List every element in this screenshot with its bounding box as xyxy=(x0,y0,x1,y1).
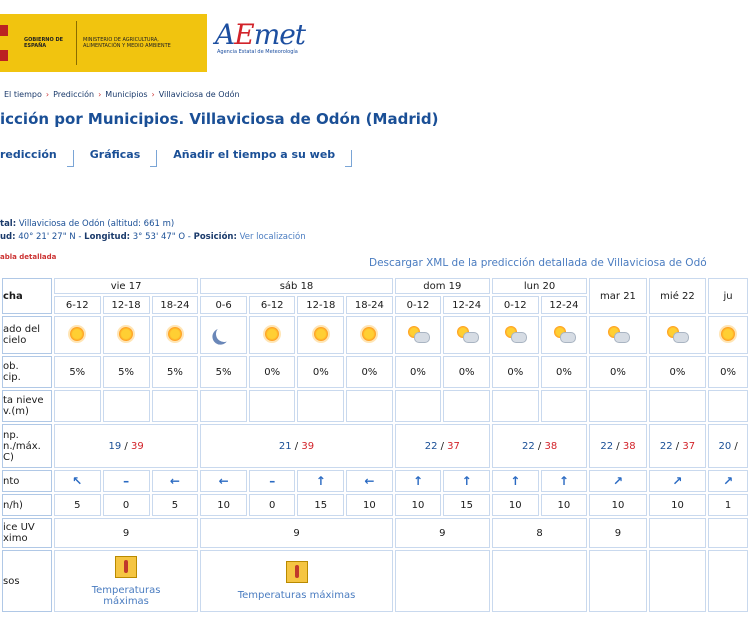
row-label-warnings: sos xyxy=(2,550,52,612)
period-header: 0-6 xyxy=(200,296,247,314)
day-header: vie 17 xyxy=(54,278,198,294)
day-header: sáb 18 xyxy=(200,278,392,294)
wind-direction-icon: – xyxy=(123,474,130,488)
precip-cell: 5% xyxy=(103,356,150,388)
sky-cell xyxy=(708,316,748,354)
precip-cell: 0% xyxy=(589,356,646,388)
snow-cell xyxy=(492,390,539,422)
wind-direction-icon: ↑ xyxy=(461,474,472,488)
wind-cell xyxy=(152,470,199,492)
info-value: Villaviciosa de Odón (altitud: 661 m) xyxy=(18,219,175,229)
moon-icon xyxy=(214,324,233,343)
wind-cell xyxy=(395,470,442,492)
temp-max: 39 xyxy=(130,440,144,452)
temp-max: 39 xyxy=(301,440,315,452)
warning-cell xyxy=(395,550,490,612)
coords-line: ud: 40° 21' 27" N - Longitud: 3° 53' 47" O - Posición: Ver localización xyxy=(0,232,306,242)
sky-cell xyxy=(589,316,646,354)
precip-cell: 0% xyxy=(249,356,296,388)
wind-cell xyxy=(589,470,646,492)
longitude-value: 3° 53' 47" O xyxy=(132,232,186,242)
tab-graficas[interactable] xyxy=(90,148,166,170)
wind-cell xyxy=(443,470,490,492)
wind-speed-cell: 10 xyxy=(649,494,706,516)
sun-cloud-icon xyxy=(505,326,525,342)
wind-cell xyxy=(346,470,393,492)
aemet-logo[interactable] xyxy=(215,18,325,74)
wind-cell xyxy=(54,470,101,492)
tab-bar xyxy=(0,148,360,170)
wind-speed-cell: 5 xyxy=(152,494,199,516)
map-link[interactable]: Ver localización xyxy=(239,232,306,242)
wind-cell xyxy=(249,470,296,492)
row-label-precip: ob. cip. xyxy=(2,356,52,388)
ministry-label: MINISTERIO DE AGRICULTURA, ALIMENTACIÓN Y MEDIO AMBIENTE xyxy=(83,37,171,49)
temp-separator: / xyxy=(672,440,683,452)
sun-icon xyxy=(70,327,84,341)
sun-icon xyxy=(168,327,182,341)
location-line xyxy=(0,218,306,231)
snow-cell xyxy=(103,390,150,422)
period-header: 6-12 xyxy=(54,296,101,314)
precip-cell: 0% xyxy=(649,356,706,388)
wind-speed-cell: 10 xyxy=(589,494,646,516)
wind-cell xyxy=(541,470,588,492)
temp-separator: / xyxy=(731,440,738,452)
uv-cell: 9 xyxy=(200,518,392,548)
snow-cell xyxy=(395,390,442,422)
warning-text[interactable]: Temperaturas máximas xyxy=(91,584,161,607)
thermometer-warning-icon[interactable] xyxy=(286,561,308,583)
period-header: 18-24 xyxy=(152,296,199,314)
wind-speed-cell: 10 xyxy=(346,494,393,516)
wind-speed-cell: 15 xyxy=(443,494,490,516)
breadcrumb-item[interactable]: El tiempo xyxy=(4,90,42,99)
temp-max: 38 xyxy=(622,440,636,452)
uv-cell: 9 xyxy=(395,518,490,548)
temp-separator: / xyxy=(437,440,448,452)
temp-min: 20 xyxy=(718,440,732,452)
warning-cell xyxy=(492,550,587,612)
sky-cell xyxy=(346,316,393,354)
temp-max: 37 xyxy=(682,440,696,452)
warning-cell xyxy=(649,550,706,612)
breadcrumb-separator: › xyxy=(45,90,50,99)
wind-direction-icon: ↗ xyxy=(723,474,734,488)
snow-cell xyxy=(346,390,393,422)
row-label-uv: ice UV ximo xyxy=(2,518,52,548)
temp-max: 37 xyxy=(447,440,460,452)
temp-separator: / xyxy=(291,440,302,452)
precip-cell: 0% xyxy=(297,356,344,388)
temp-min: 22 xyxy=(424,440,438,452)
sun-icon xyxy=(119,327,133,341)
info-label: ud: xyxy=(0,232,16,242)
breadcrumb-separator: › xyxy=(151,90,155,99)
wind-direction-icon: ↗ xyxy=(612,474,623,488)
banner-divider xyxy=(76,21,77,65)
wind-speed-cell: 0 xyxy=(249,494,296,516)
temp-cell xyxy=(200,424,392,468)
wind-speed-cell: 10 xyxy=(395,494,442,516)
tab-bracket xyxy=(150,150,157,167)
forecast-table xyxy=(0,276,750,614)
row-label-speed: n/h) xyxy=(2,494,52,516)
temp-min: 22 xyxy=(659,440,673,452)
wind-cell xyxy=(492,470,539,492)
precip-cell: 0% xyxy=(346,356,393,388)
precip-cell: 5% xyxy=(200,356,247,388)
wind-speed-cell: 10 xyxy=(200,494,247,516)
period-header: 12-18 xyxy=(103,296,150,314)
snow-cell xyxy=(152,390,199,422)
day-header: dom 19 xyxy=(395,278,490,294)
aemet-logo-text xyxy=(215,18,325,51)
temp-min: 22 xyxy=(600,440,614,452)
sky-cell xyxy=(443,316,490,354)
sky-cell xyxy=(297,316,344,354)
precip-cell: 0% xyxy=(443,356,490,388)
tab-bracket xyxy=(67,150,74,167)
temp-max: 38 xyxy=(544,440,558,452)
period-header: 6-12 xyxy=(249,296,296,314)
period-header: 12-24 xyxy=(541,296,588,314)
xml-download-link[interactable]: Descargar XML de la predicción detallada de Villaviciosa de Odó xyxy=(369,257,707,269)
aemet-subtitle: Agencia Estatal de Meteorología xyxy=(217,49,298,55)
snow-cell xyxy=(200,390,247,422)
period-header: 0-12 xyxy=(492,296,539,314)
warning-cell[interactable] xyxy=(54,550,198,612)
uv-cell xyxy=(708,518,748,548)
breadcrumb xyxy=(4,90,240,99)
temp-cell xyxy=(492,424,587,468)
wind-cell xyxy=(103,470,150,492)
wind-direction-icon: – xyxy=(269,474,276,488)
wind-direction-icon: ↑ xyxy=(412,474,424,488)
sun-icon xyxy=(362,327,376,341)
precip-cell: 0% xyxy=(541,356,588,388)
info-label: Longitud: xyxy=(84,232,131,242)
temp-min: 22 xyxy=(521,440,535,452)
period-header: 0-12 xyxy=(395,296,442,314)
temp-separator: / xyxy=(121,440,131,452)
sun-icon xyxy=(265,327,279,341)
wind-speed-cell: 0 xyxy=(103,494,150,516)
info-label: tal: xyxy=(0,219,17,229)
day-header: ju xyxy=(708,278,748,314)
tab-label: Gráficas xyxy=(89,148,141,161)
spain-shield-icon xyxy=(0,25,8,61)
detailed-table-link[interactable]: abla detallada xyxy=(0,253,57,261)
wind-direction-icon: ↗ xyxy=(672,474,683,488)
tab-label: Añadir el tiempo a su web xyxy=(173,148,336,161)
logo-rest: met xyxy=(253,18,306,51)
snow-cell xyxy=(541,390,588,422)
precip-cell: 5% xyxy=(54,356,101,388)
logo-a: A xyxy=(215,18,235,51)
day-header: lun 20 xyxy=(492,278,587,294)
sky-cell xyxy=(249,316,296,354)
period-header: 18-24 xyxy=(346,296,393,314)
latitude-value: 40° 21' 27" N xyxy=(18,232,76,242)
temp-min: 21 xyxy=(278,440,292,452)
wind-speed-cell: 5 xyxy=(54,494,101,516)
tab-anadir[interactable] xyxy=(173,148,360,170)
wind-speed-cell: 10 xyxy=(492,494,539,516)
breadcrumb-separator: › xyxy=(98,90,102,99)
wind-cell xyxy=(649,470,706,492)
sky-cell xyxy=(54,316,101,354)
wind-cell xyxy=(200,470,247,492)
temp-min: 19 xyxy=(108,440,122,452)
sky-cell xyxy=(541,316,588,354)
temp-separator: / xyxy=(613,440,623,452)
wind-direction-icon: ↑ xyxy=(510,474,521,488)
page-title: icción por Municipios. Villaviciosa de Odón (Madrid) xyxy=(0,110,439,128)
warning-cell[interactable] xyxy=(200,550,392,612)
snow-cell xyxy=(649,390,706,422)
precip-cell: 0% xyxy=(708,356,748,388)
sun-icon xyxy=(314,327,328,341)
precip-cell: 5% xyxy=(152,356,199,388)
row-label-temp: np. n./máx. C) xyxy=(2,424,52,468)
location-info xyxy=(0,218,306,244)
wind-direction-icon: ← xyxy=(169,474,180,488)
sun-cloud-icon xyxy=(667,326,687,342)
precip-cell: 0% xyxy=(492,356,539,388)
snow-cell xyxy=(708,390,748,422)
temp-cell xyxy=(589,424,646,468)
wind-cell xyxy=(297,470,344,492)
period-header: 12-24 xyxy=(443,296,490,314)
snow-cell xyxy=(249,390,296,422)
row-label-sky: ado del cielo xyxy=(2,316,52,354)
info-label: Posición: xyxy=(193,232,237,242)
wind-speed-cell: 10 xyxy=(541,494,588,516)
tab-prediccion[interactable] xyxy=(0,148,82,170)
logo-e: E xyxy=(234,18,254,51)
temp-cell xyxy=(54,424,198,468)
fecha-header: cha xyxy=(2,278,52,314)
day-header: mar 21 xyxy=(589,278,646,314)
tab-label: redicción xyxy=(0,148,57,161)
breadcrumb-item[interactable]: Predicción xyxy=(53,90,95,99)
sky-cell xyxy=(200,316,247,354)
sun-cloud-icon xyxy=(554,326,574,342)
wind-direction-icon: ↑ xyxy=(558,474,569,488)
sky-cell xyxy=(103,316,150,354)
snow-cell xyxy=(297,390,344,422)
uv-cell: 9 xyxy=(589,518,646,548)
tab-bracket xyxy=(345,150,352,167)
temp-cell xyxy=(395,424,490,468)
sun-cloud-icon xyxy=(408,326,428,342)
temp-cell xyxy=(708,424,748,468)
uv-cell: 9 xyxy=(54,518,198,548)
temp-separator: / xyxy=(534,440,545,452)
uv-cell xyxy=(649,518,706,548)
thermometer-warning-icon[interactable] xyxy=(115,556,137,578)
row-label-snow: ta nieve v.(m) xyxy=(2,390,52,422)
warning-cell xyxy=(708,550,748,612)
precip-cell: 0% xyxy=(395,356,442,388)
wind-speed-cell: 15 xyxy=(297,494,344,516)
uv-cell: 8 xyxy=(492,518,587,548)
warning-text[interactable]: Temperaturas máximas xyxy=(237,590,356,601)
period-header: 12-18 xyxy=(297,296,344,314)
wind-direction-icon: ↖ xyxy=(72,474,83,488)
snow-cell xyxy=(443,390,490,422)
row-label-wind: nto xyxy=(2,470,52,492)
warning-cell xyxy=(589,550,646,612)
sun-cloud-icon xyxy=(457,326,477,342)
sun-icon xyxy=(721,327,735,341)
wind-direction-icon: ← xyxy=(364,474,375,488)
sky-cell xyxy=(649,316,706,354)
sky-cell xyxy=(395,316,442,354)
breadcrumb-item[interactable]: Villaviciosa de Odón xyxy=(158,90,240,99)
breadcrumb-item[interactable]: Municipios xyxy=(105,90,148,99)
snow-cell xyxy=(589,390,646,422)
wind-direction-icon: ← xyxy=(218,474,229,488)
wind-speed-cell: 1 xyxy=(708,494,748,516)
sky-cell xyxy=(152,316,199,354)
wind-direction-icon: ↑ xyxy=(315,474,326,488)
sky-cell xyxy=(492,316,539,354)
wind-cell xyxy=(708,470,748,492)
gov-label: GOBIERNO DE ESPAÑA xyxy=(24,37,64,49)
day-header: mié 22 xyxy=(649,278,706,314)
sun-cloud-icon xyxy=(608,326,628,342)
snow-cell xyxy=(54,390,101,422)
government-banner[interactable] xyxy=(0,14,207,72)
temp-cell xyxy=(649,424,706,468)
